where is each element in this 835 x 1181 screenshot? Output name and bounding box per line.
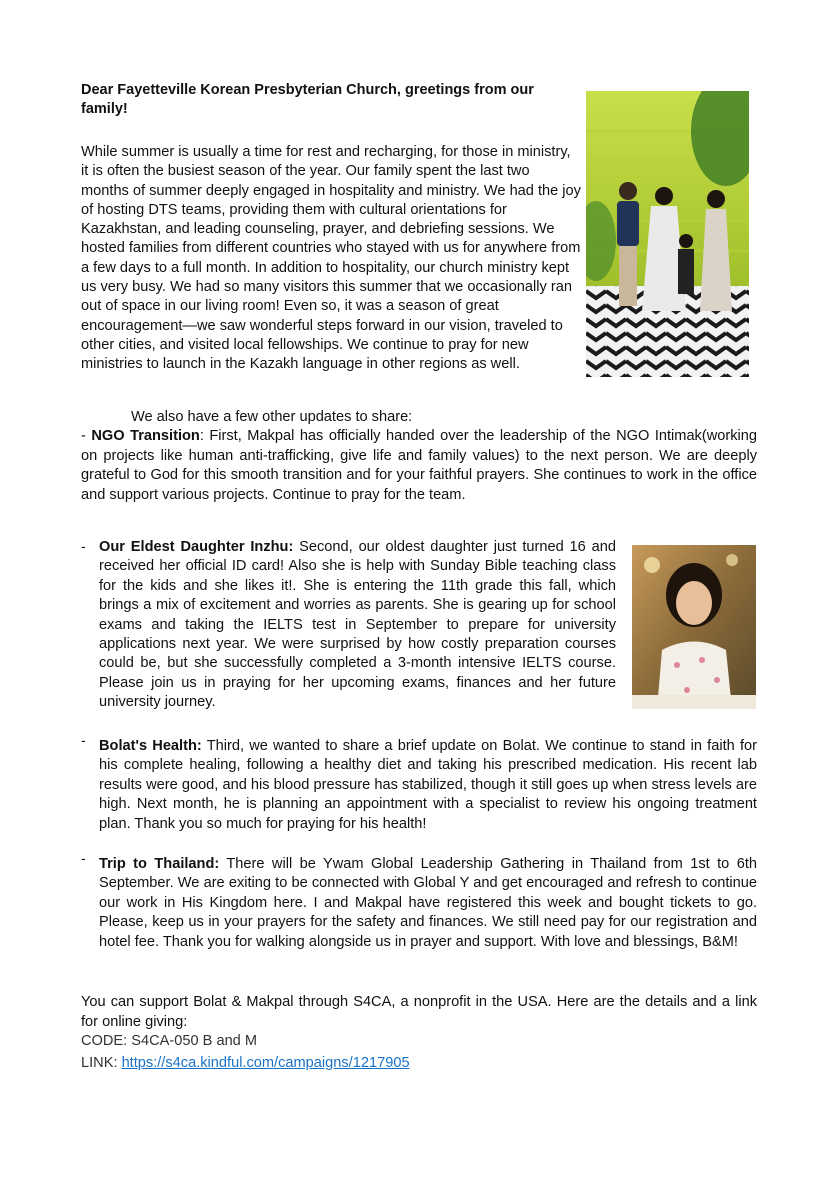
ngo-text: : First, Makpal has officially handed over the leadership of the NGO Intimak(working on projects like human anti-trafficking, give life and family values) to the next person. We are deeply grateful to God for this smooth transition and for your faithful prayers. She continues to work in the office and support various projects. Continue to pray for the team. [81,428,757,503]
trip-thailand-paragraph [99,855,757,952]
ngo-title: NGO Transition [91,428,200,444]
trip-thailand-title: Trip to Thailand: [99,856,220,872]
eldest-daughter-title: Our Eldest Daughter Inzhu: [99,539,294,555]
bullet-dash: - [81,732,86,748]
bullet-dash: - [81,538,86,554]
intro-paragraph: While summer is usually a time for rest and recharging, for those in ministry, it is often the busiest season of the year. Our family spent the last two months of summer deeply engaged in hospitality and ministry. We had the joy of hosting DTS teams, providing them with cultural orientations for Kazakhstan, and leading counseling, prayer, and debriefing sessions. We hosted families from different countries who stayed with us for anywhere from a few days to a full month. In addition to hospitality, our church ministry kept us very busy. We had so many visitors this summer that we occasionally ran out of space in our living room! Even so, it was a season of great encouragement—we saw wonderful steps forward in our vision, traveled to other cities, and visited local fellowships. We continue to pray for new ministries to launch in the Kazakh language in other regions as well. [81,144,581,373]
support-link-row [81,1054,410,1074]
bolat-health-title: Bolat's Health: [99,738,202,754]
giving-link[interactable]: https://s4ca.kindful.com/campaigns/1217905 [121,1055,410,1071]
family-photo [586,91,749,377]
eldest-daughter-paragraph [99,538,616,713]
bolat-health-text: Third, we wanted to share a brief update on Bolat. We continue to stand in faith for his complete healing, following a healthy diet and taking his prescribed medication. His recent lab results were good, and his blood pressure has stabilized, though it still goes up when stress levels are high. Next month, he is planning an appointment with a specialist to review his ongoing treatment plan. Thank you so much for praying for his health! [99,738,758,832]
daughter-photo [632,545,756,709]
letter-greeting: Dear Fayetteville Korean Presbyterian Church, greetings from our family! [81,82,534,117]
bolat-health-paragraph [99,737,757,834]
also-updates-line: We also have a few other updates to share: [131,409,413,425]
trip-thailand-text: There will be Ywam Global Leadership Gathering in Thailand from 1st to 6th September. We are exiting to be connected with Global Y and get encouraged and refresh to continue our work in His Kingdom here. I and Makpal have registered this week and bought tickets to go. Please, keep us in your prayers for the safety and finances. We still need pay for our registration and hotel fee. Thank you for walking alongside us in prayer and support. With love and blessings, B&M! [99,856,757,950]
bullet-dash: - [81,850,86,866]
link-label: LINK: [81,1055,122,1071]
ngo-transition-paragraph [81,427,757,505]
ngo-prefix: - [81,428,92,444]
support-code: CODE: S4CA-050 B and M [81,1033,258,1049]
eldest-daughter-text: Second, our oldest daughter just turned 16 and received her official ID card! Also she is help with Sunday Bible teaching class for the kids and she likes it!. She is entering the 11th grade this fall, which brings a mix of excitement and worries as parents. She is gearing up for school exams and taking the IELTS test in September to prepare for university applications next year. We were surprised by how costly preparation courses could be, but she successfully completed a 3-month intensive IELTS course. Please join us in praying for her upcoming exams, finances and her future university journey. [99,539,616,711]
support-paragraph: You can support Bolat & Makpal through S4CA, a nonprofit in the USA. Here are the details and a link for online giving: [81,994,757,1030]
